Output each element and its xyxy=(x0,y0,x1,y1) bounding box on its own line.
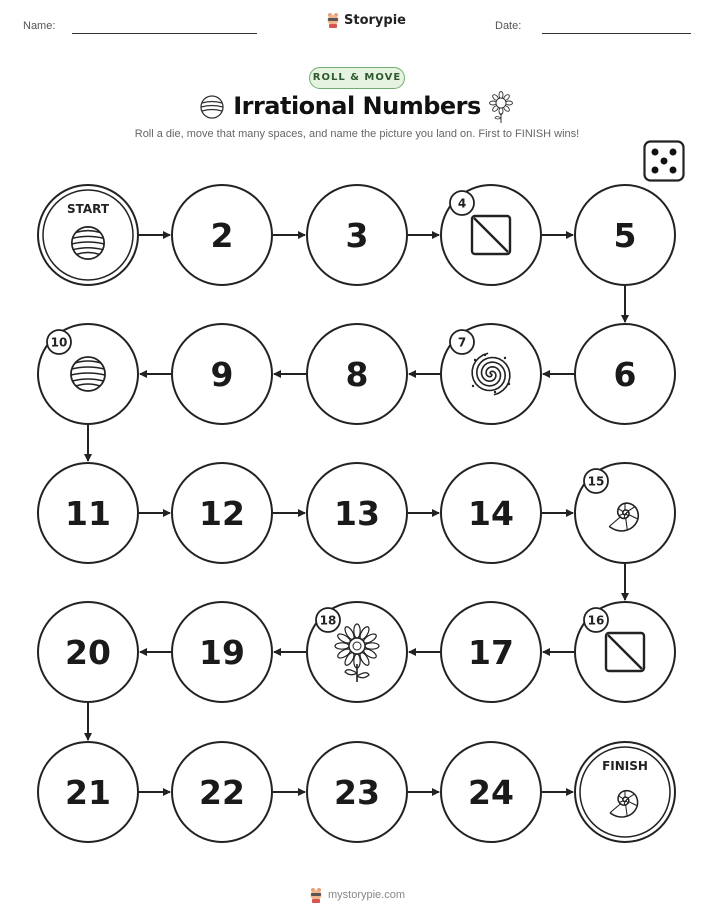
space-number: 15 xyxy=(587,474,605,489)
board-space[interactable] xyxy=(441,463,541,563)
board-space[interactable] xyxy=(575,185,675,285)
name-label: Name: xyxy=(23,20,56,32)
space-number: 12 xyxy=(199,494,245,533)
space-number: 9 xyxy=(210,355,234,394)
board-space[interactable] xyxy=(38,324,138,424)
board-space[interactable] xyxy=(38,602,138,702)
space-number: 4 xyxy=(457,196,467,211)
space-number: 5 xyxy=(613,216,637,255)
planet-icon xyxy=(72,227,104,259)
planet-icon xyxy=(71,357,105,391)
space-number: 14 xyxy=(468,494,514,533)
board-space[interactable] xyxy=(441,602,541,702)
board-space[interactable] xyxy=(575,324,675,424)
board-space[interactable] xyxy=(172,185,272,285)
space-number: 22 xyxy=(199,773,245,812)
board-space[interactable] xyxy=(172,324,272,424)
space-number: 13 xyxy=(334,494,380,533)
board-space[interactable] xyxy=(307,324,407,424)
board-space[interactable] xyxy=(38,742,138,842)
space-number: 8 xyxy=(345,355,369,394)
board-space[interactable] xyxy=(307,185,407,285)
board-space[interactable] xyxy=(441,742,541,842)
space-label: START xyxy=(66,202,110,216)
board-space[interactable] xyxy=(307,602,407,702)
board-space[interactable] xyxy=(307,742,407,842)
footer-url: mystorypie.com xyxy=(328,889,406,901)
space-number: 23 xyxy=(334,773,380,812)
space-number: 7 xyxy=(457,335,467,350)
space-number: 2 xyxy=(210,216,234,255)
page-title: Irrational Numbers xyxy=(233,92,481,120)
board-space[interactable] xyxy=(38,185,138,285)
date-label: Date: xyxy=(495,20,522,32)
board-space[interactable] xyxy=(441,185,541,285)
footer xyxy=(309,887,405,903)
space-number: 24 xyxy=(468,773,514,812)
space-number: 17 xyxy=(468,633,514,672)
space-number: 11 xyxy=(65,494,111,533)
board-space[interactable] xyxy=(575,463,675,563)
space-number: 10 xyxy=(50,335,68,350)
board-space[interactable] xyxy=(38,463,138,563)
diagonal-square-icon xyxy=(606,633,644,671)
board-space[interactable] xyxy=(441,324,541,424)
space-label: FINISH xyxy=(602,759,648,773)
board-space[interactable] xyxy=(575,742,675,842)
brand-name: Storypie xyxy=(344,12,406,28)
board-space[interactable] xyxy=(172,463,272,563)
board-space[interactable] xyxy=(172,742,272,842)
board-space[interactable] xyxy=(575,602,675,702)
board-space[interactable] xyxy=(172,602,272,702)
board-space[interactable] xyxy=(307,463,407,563)
space-number: 6 xyxy=(613,355,637,394)
mode-badge: ROLL & MOVE xyxy=(309,67,405,89)
diagonal-square-icon xyxy=(472,216,510,254)
space-number: 18 xyxy=(319,613,337,628)
storypie-mascot-icon xyxy=(309,887,323,903)
instructions: Roll a die, move that many spaces, and name the picture you land on. First to FINISH wins! xyxy=(134,128,580,140)
space-number: 21 xyxy=(65,773,111,812)
space-number: 20 xyxy=(65,633,111,672)
space-number: 16 xyxy=(587,613,605,628)
space-number: 19 xyxy=(199,633,245,672)
space-number: 3 xyxy=(345,216,369,255)
